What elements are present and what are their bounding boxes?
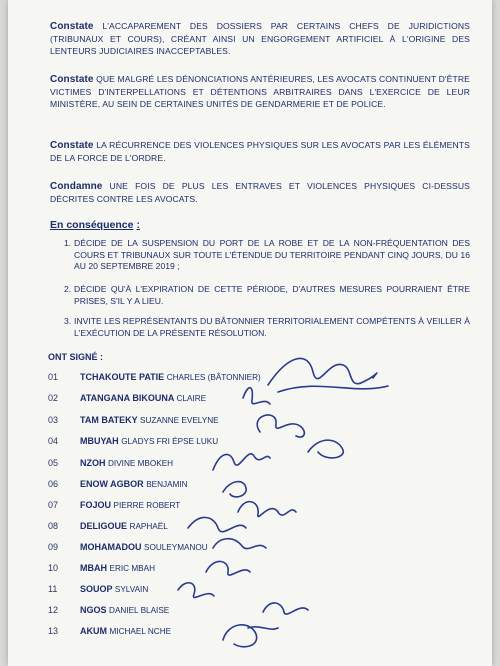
paragraph-keyword: Constate [50, 74, 94, 85]
signatory-given-name: MICHAEL NCHE [109, 627, 172, 636]
paragraph-text: LA RÉCURRENCE DES VIOLENCES PHYSIQUES SUR LES AVOCATS PAR LES ÉLÉMENTS DE LA FORCE DE L'ORDRE. [50, 140, 470, 163]
signatory-given-name: DANIEL BLAISE [109, 606, 170, 615]
signatory-name [80, 519, 168, 534]
signatory-surname: MBUYAH [80, 436, 119, 446]
signatory-number: 02 [48, 393, 59, 403]
decision-item [64, 284, 470, 307]
signatory-number: 08 [48, 521, 59, 531]
signatory-given-name: SUZANNE EVELYNE [140, 416, 219, 425]
signatory-surname: DELIGOUE [80, 521, 128, 531]
signatory-name [80, 391, 206, 406]
signatory-given-name: SOULEYMANOU [144, 543, 208, 552]
signatory-name [80, 498, 180, 513]
signatory-name [80, 456, 173, 471]
signatory-given-name: GLADYS FRI ÉPSE LUKU [121, 437, 219, 446]
signatory-number: 01 [48, 372, 59, 382]
section-title [50, 219, 140, 231]
signatory-row [48, 540, 348, 554]
signatory-surname: NGOS [80, 605, 107, 615]
signatory-name [80, 540, 208, 555]
signatory-given-name: PIERRE ROBERT [113, 501, 181, 510]
decision-item [64, 316, 470, 339]
signatory-row [48, 456, 348, 470]
signatory-row [48, 370, 348, 384]
signatory-surname: ENOW AGBOR [80, 479, 144, 489]
signatory-number: 12 [48, 605, 59, 615]
paragraph-keyword: Constate [50, 21, 94, 32]
signatory-row [48, 434, 348, 448]
signatory-given-name: ERIC MBAH [109, 564, 156, 573]
paragraph-keyword: Condamne [50, 181, 103, 192]
document-page [8, 0, 492, 666]
signatory-surname: MOHAMADOU [80, 542, 142, 552]
paragraph-keyword: Constate [50, 140, 94, 151]
signatory-number: 06 [48, 479, 59, 489]
decision-text: INVITE LES REPRÉSENTANTS DU BÂTONNIER TERRITORIALEMENT COMPÉTENTS À VEILLER À L'EXÉCUTION DE LA PRÉSENTE RÉSOLUTION. [74, 316, 470, 338]
signatory-row [48, 582, 348, 596]
paragraph-text: UNE FOIS DE PLUS LES ENTRAVES ET VIOLENCES PHYSIQUES CI-DESSUS DÉCRITES CONTRE LES AVOCATS. [50, 181, 470, 204]
signatory-name [80, 603, 169, 618]
signatory-surname: TCHAKOUTE PATIE [80, 372, 165, 382]
paragraph-text: QUE MALGRÉ LES DÉNONCIATIONS ANTÉRIEURES, LES AVOCATS CONTINUENT D'ÊTRE VICTIMES D'INTERPELLATIONS ET DÉTENTIONS ARBITRAIRES DANS L'EXERCICE DE LEUR MINISTÈRE, AU SEIN DE CERTAINES UNITÉS DE GENDARMERIE ET DE POLICE. [50, 74, 470, 109]
signatory-surname: FOJOU [80, 500, 112, 510]
signatory-number: 10 [48, 563, 59, 573]
signatory-name [80, 413, 219, 428]
signatory-surname: SOUOP [80, 584, 113, 594]
signatory-number: 13 [48, 626, 59, 636]
signatory-given-name: CHARLES (BÂTONNIER) [166, 373, 261, 382]
signatory-number: 11 [48, 584, 58, 594]
decision-number: 2. [64, 284, 72, 294]
signatory-number: 07 [48, 500, 59, 510]
signatory-surname: AKUM [80, 626, 107, 636]
signatory-row [48, 603, 348, 617]
signatory-given-name: SYLVAIN [114, 585, 149, 594]
signatory-surname: MBAH [80, 563, 107, 573]
signatory-name [80, 434, 218, 449]
signatory-row [48, 624, 348, 638]
signatory-given-name: CLAIRE [176, 394, 207, 403]
decision-text: DÉCIDE DE LA SUSPENSION DU PORT DE LA ROBE ET DE LA NON-FRÉQUENTATION DES COURS ET TRIBUNAUX SUR TOUTE L'ÉTENDUE DU TERRITOIRE PENDANT CINQ JOURS, DU 16 AU 20 SEPTEMBRE 2019 ; [74, 238, 470, 271]
signatory-name [80, 561, 155, 576]
signatory-surname: TAM BATEKY [80, 415, 138, 425]
paragraph-constate-2 [50, 73, 470, 110]
signed-label: ONT SIGNÉ : [48, 352, 104, 362]
decision-text: DÉCIDE QU'À L'EXPIRATION DE CETTE PÉRIODE, D'AUTRES MESURES POURRAIENT ÊTRE PRISES, S'IL Y A LIEU. [74, 284, 470, 306]
signatory-row [48, 391, 348, 405]
signatory-name [80, 477, 188, 492]
section-title-text: En conséquence [50, 219, 134, 231]
signatory-given-name: RAPHAËL [129, 522, 168, 531]
paragraph-constate-1 [50, 20, 470, 57]
signatory-number: 03 [48, 415, 59, 425]
section-title-colon: : [136, 219, 140, 231]
signatory-given-name: DIVINE MBOKEH [108, 459, 174, 468]
paragraph-constate-3 [50, 139, 470, 164]
signatory-name [80, 370, 261, 385]
signatory-row [48, 561, 348, 575]
paragraph-condamne [50, 180, 470, 205]
signatory-number: 04 [48, 436, 59, 446]
decision-item [64, 238, 470, 273]
decision-number: 3. [64, 316, 72, 326]
signatory-name [80, 582, 148, 597]
signatory-name [80, 624, 171, 639]
signatory-row [48, 477, 348, 491]
signatory-row [48, 498, 348, 512]
paragraph-text: L'ACCAPAREMENT DES DOSSIERS PAR CERTAINS CHEFS DE JURIDICTIONS (TRIBUNAUX ET COURS), CRÉANT AINSI UN ENGORGEMENT ARTIFICIEL À L'ORIGINE DES LENTEURS JUDICIAIRES INACCEPTABLES. [50, 21, 470, 56]
decision-number: 1. [64, 238, 72, 248]
signatory-number: 05 [48, 458, 59, 468]
signatory-row [48, 519, 348, 533]
signatory-surname: NZOH [80, 458, 106, 468]
signatory-surname: ATANGANA BIKOUNA [80, 393, 174, 403]
signatory-row [48, 413, 348, 427]
signatory-given-name: BENJAMIN [146, 480, 188, 489]
signatory-number: 09 [48, 542, 59, 552]
